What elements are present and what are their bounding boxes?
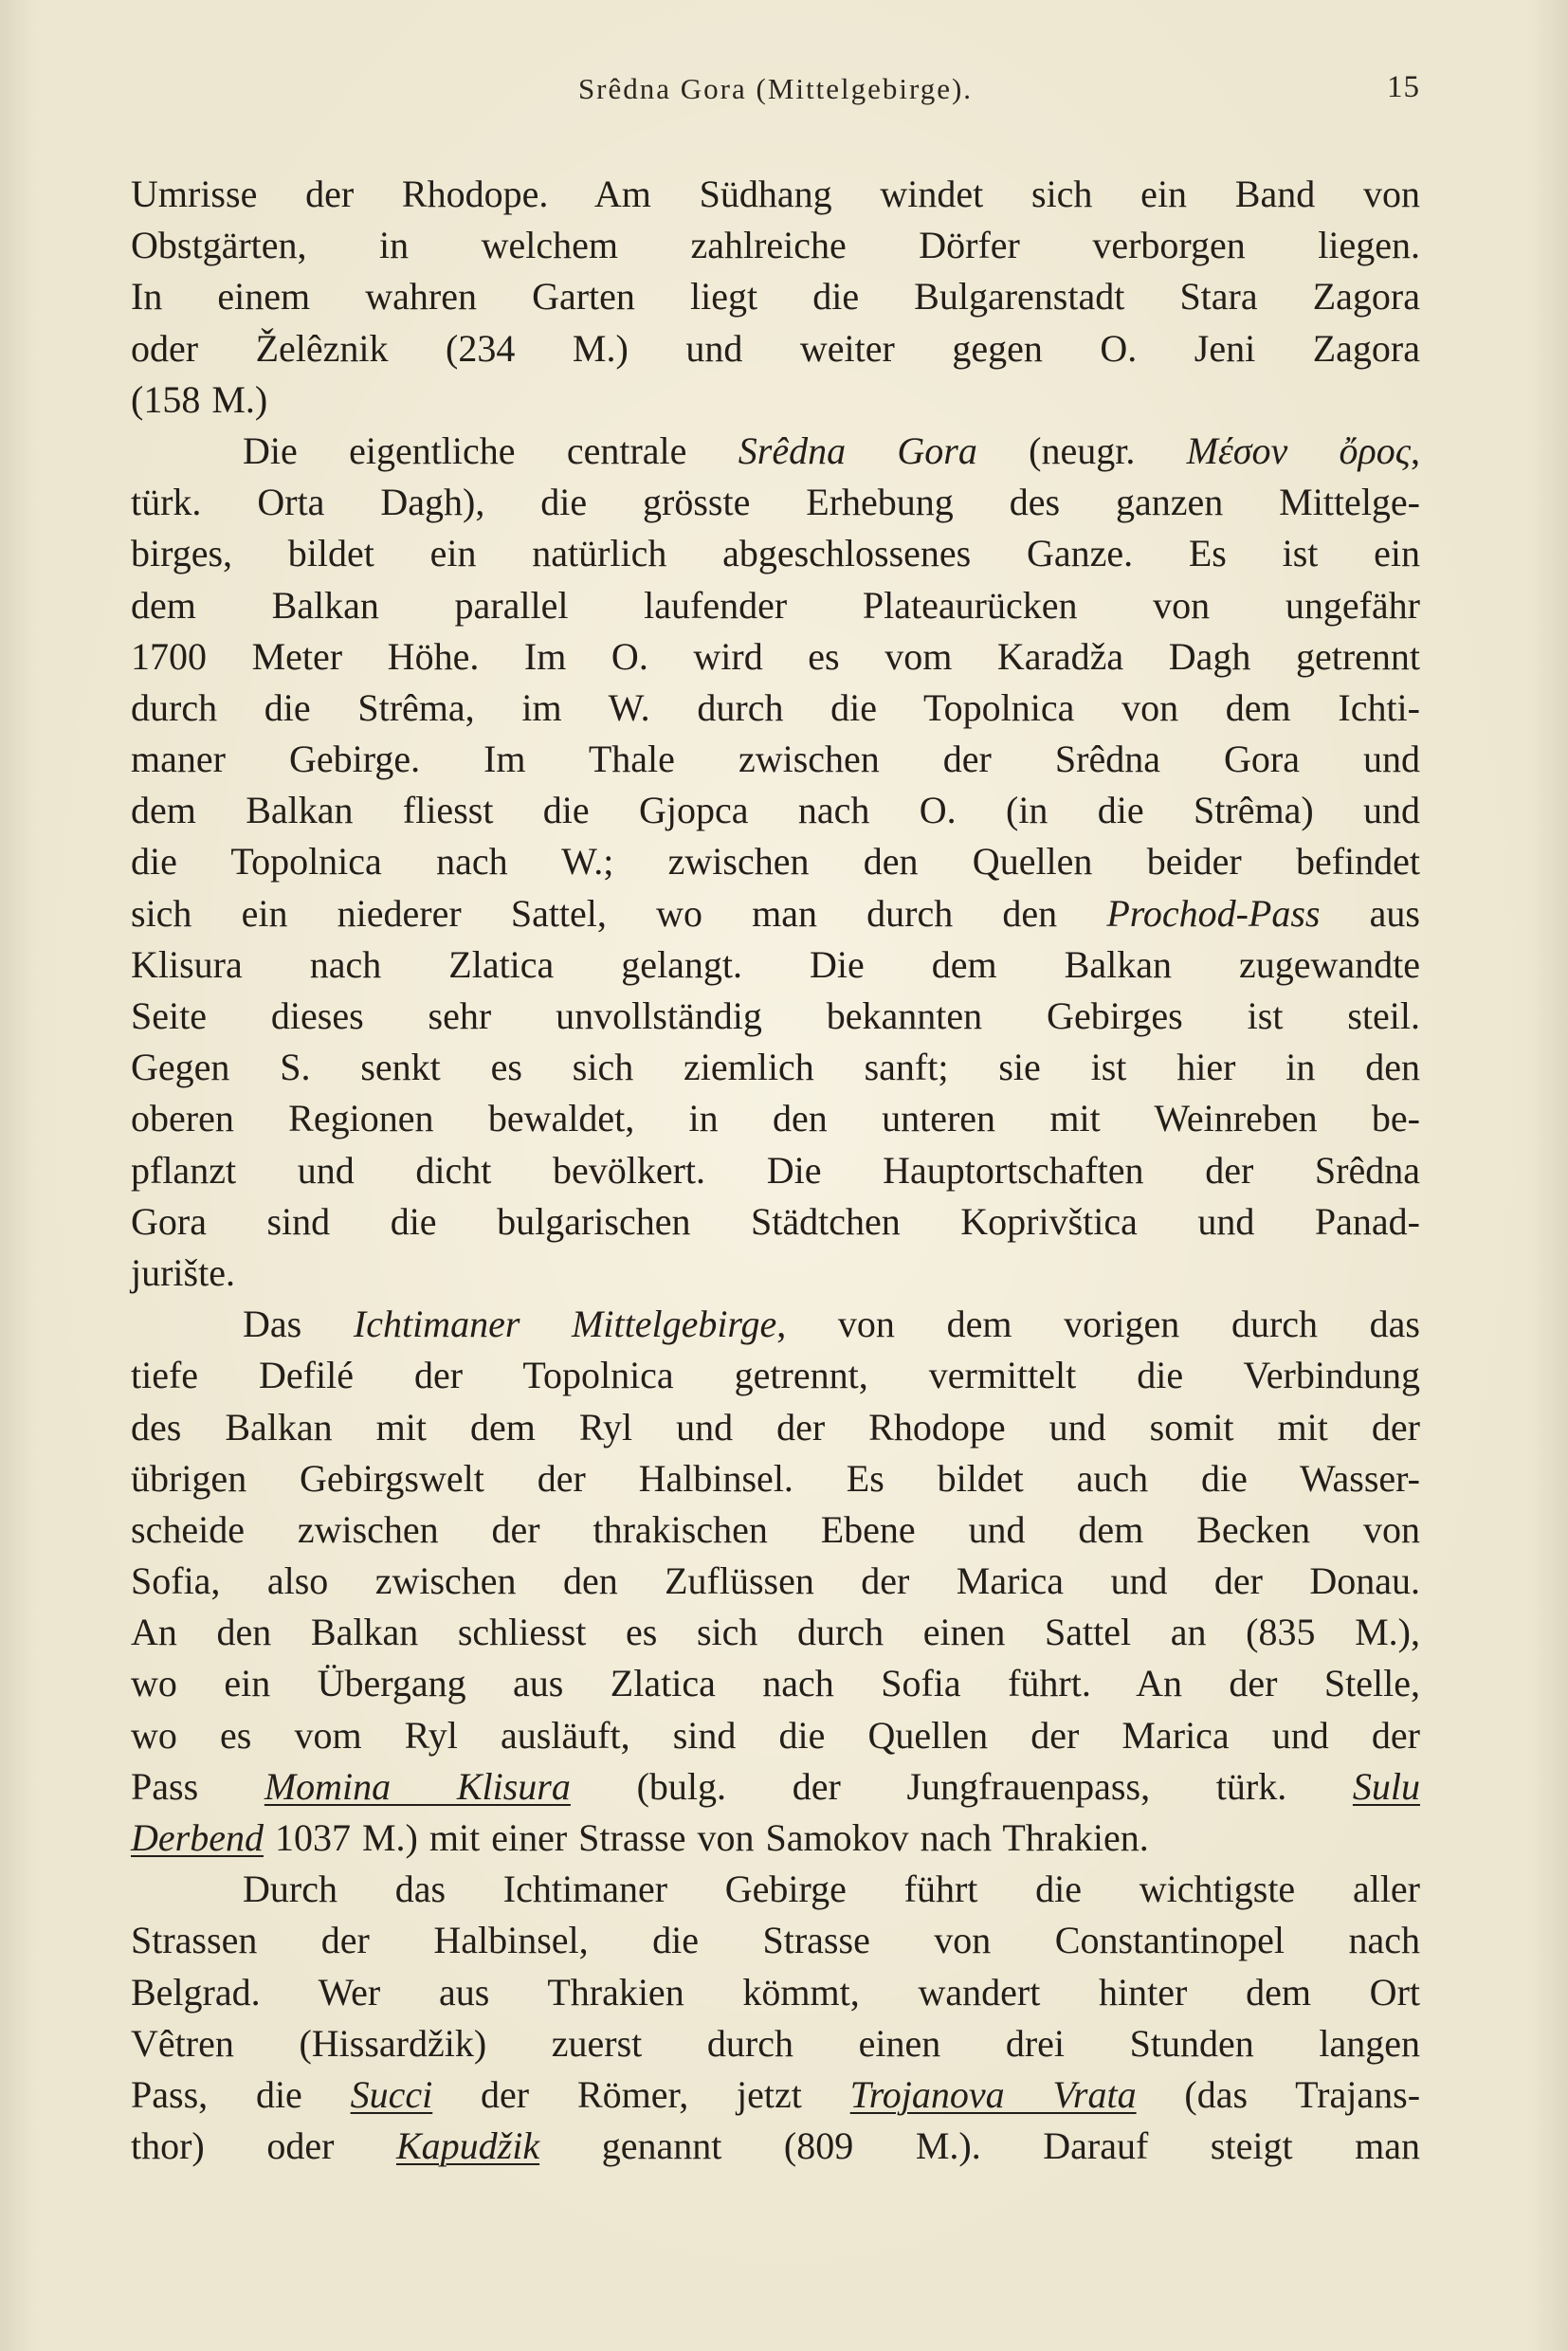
text-segment: Umrisse der Rhodope. Am Südhang windet sich ein Band von	[131, 173, 1420, 215]
text-line	[131, 1658, 1420, 1709]
text-segment: (158 M.)	[131, 377, 268, 421]
text-segment: Sofia, also zwischen den Zuflüssen der Marica und der Donau.	[131, 1559, 1420, 1603]
text-line	[131, 426, 1420, 477]
text-segment: wo ein Übergang aus Zlatica nach Sofia führt. An der Stelle,	[131, 1662, 1420, 1705]
text-line	[131, 323, 1420, 374]
text-line	[131, 1350, 1420, 1401]
text-line	[131, 734, 1420, 785]
text-segment: Obstgärten, in welchem zahlreiche Dörfer verborgen liegen.	[131, 224, 1420, 267]
text-line	[131, 888, 1420, 939]
text-line	[131, 1967, 1420, 2018]
text-segment: jurište.	[131, 1250, 235, 1294]
text-segment: Gora sind die bulgarischen Städtchen Koprivštica und Panad-	[131, 1199, 1420, 1243]
text-line	[131, 631, 1420, 683]
text-line	[131, 1299, 1420, 1350]
text-segment: dem Balkan parallel laufender Plateaurücken von ungefähr	[131, 583, 1420, 627]
text-segment: thor) oder	[131, 2124, 396, 2168]
text-line	[131, 939, 1420, 991]
underlined-term: Succi	[350, 2072, 433, 2116]
text-line	[131, 785, 1420, 836]
text-segment: übrigen Gebirgswelt der Halbinsel. Es bildet auch die Wasser-	[131, 1456, 1420, 1500]
text-segment: Gegen S. senkt es sich ziemlich sanft; sie ist hier in den	[131, 1046, 1420, 1089]
italic-term: Μέσον ὄρος	[1186, 428, 1411, 472]
text-line	[131, 2069, 1420, 2121]
text-line	[131, 220, 1420, 271]
text-segment: Seite dieses sehr unvollständig bekannten Gebirges ist steil.	[131, 994, 1420, 1037]
text-line	[131, 1145, 1420, 1196]
text-segment: des Balkan mit dem Ryl und der Rhodope und somit mit der	[131, 1405, 1420, 1449]
text-segment: Durch das Ichtimaner Gebirge führt die wichtigste aller	[243, 1868, 1420, 1911]
text-line	[131, 271, 1420, 322]
text-segment: Klisura nach Zlatica gelangt. Die dem Balkan zugewandte	[131, 942, 1420, 986]
text-line	[131, 1402, 1420, 1453]
text-segment: scheide zwischen der thrakischen Ebene und dem Becken von	[131, 1507, 1420, 1551]
text-line	[131, 1813, 1420, 1864]
text-segment: birges, bildet ein natürlich abgeschlossenes Ganze. Es ist ein	[131, 532, 1420, 575]
text-segment: sich ein niederer Sattel, wo man durch den	[131, 891, 1107, 935]
underlined-term: Momina Klisura	[264, 1764, 571, 1808]
running-title: Srêdna Gora (Mittelgebirge).	[577, 72, 974, 105]
text-line	[131, 1915, 1420, 1966]
text-line	[131, 1248, 1420, 1299]
text-segment: In einem wahren Garten liegt die Bulgarenstadt Stara Zagora	[131, 275, 1420, 319]
text-line	[131, 1556, 1420, 1607]
text-segment: Das	[243, 1303, 354, 1346]
text-segment: Strassen der Halbinsel, die Strasse von Constantinopel nach	[131, 1919, 1420, 1962]
text-segment: Vêtren (Hissardžik) zuerst durch einen drei Stunden langen	[131, 2021, 1420, 2065]
text-line	[131, 1196, 1420, 1248]
text-line	[131, 2018, 1420, 2069]
text-segment: tiefe Defilé der Topolnica getrennt, vermittelt die Verbindung	[131, 1354, 1420, 1397]
italic-term: Srêdna Gora	[738, 428, 977, 472]
text-segment: oder Želêznik (234 M.) und weiter gegen O. Jeni Zagora	[131, 326, 1420, 370]
text-line	[131, 1761, 1420, 1813]
text-segment: (bulg. der Jungfrauenpass, türk.	[570, 1764, 1353, 1808]
text-segment: türk. Orta Dagh), die grösste Erhebung des ganzen Mittelge-	[131, 481, 1420, 524]
body-text	[131, 169, 1420, 2172]
text-line	[131, 580, 1420, 631]
text-segment: Die eigentliche centrale	[243, 428, 738, 472]
underlined-term: Sulu	[1352, 1764, 1421, 1808]
text-segment: 1700 Meter Höhe. Im O. wird es vom Karadža Dagh getrennt	[131, 634, 1420, 678]
text-line	[131, 1710, 1420, 1761]
text-segment: oberen Regionen bewaldet, in den unteren mit Weinreben be-	[131, 1097, 1420, 1140]
text-segment: genannt (809 M.). Darauf steigt man	[539, 2124, 1421, 2168]
text-segment: pflanzt und dicht bevölkert. Die Hauptortschaften der Srêdna	[131, 1148, 1420, 1192]
underlined-term: Kapudžik	[396, 2124, 540, 2168]
text-line	[131, 991, 1420, 1042]
text-segment: wo es vom Ryl ausläuft, sind die Quellen der Marica und der	[131, 1713, 1420, 1757]
text-segment: maner Gebirge. Im Thale zwischen der Srêdna Gora und	[131, 738, 1420, 781]
page-number: 15	[1387, 70, 1420, 104]
text-segment: An den Balkan schliesst es sich durch einen Sattel an (835 M.),	[131, 1611, 1420, 1654]
text-segment: 1037 M.) mit einer Strasse von Samokov nach Thrakien.	[263, 1816, 1149, 1859]
text-line	[131, 1864, 1420, 1915]
text-line	[131, 683, 1420, 734]
text-line	[131, 1607, 1420, 1658]
text-segment: ,	[1410, 428, 1420, 472]
text-line	[131, 2121, 1420, 2172]
text-line	[131, 1453, 1420, 1504]
text-line	[131, 374, 1420, 426]
text-segment: durch die Strêma, im W. durch die Topolnica von dem Ichti-	[131, 685, 1420, 729]
italic-term: Ichtimaner Mittelgebirge	[353, 1303, 777, 1346]
text-line	[131, 1042, 1420, 1093]
text-segment: dem Balkan fliesst die Gjopca nach O. (in die Strêma) und	[131, 789, 1420, 832]
text-segment: aus	[1320, 891, 1420, 935]
text-line	[131, 1504, 1420, 1556]
italic-term: Prochod-Pass	[1106, 891, 1321, 935]
text-line	[131, 169, 1420, 220]
text-line	[131, 528, 1420, 579]
text-segment: , von dem vorigen durch das	[776, 1303, 1421, 1346]
text-segment: die Topolnica nach W.; zwischen den Quellen beider befindet	[131, 840, 1420, 884]
text-segment: (das Trajans-	[1136, 2072, 1421, 2116]
text-segment: Belgrad. Wer aus Thrakien kömmt, wandert hinter dem Ort	[131, 1970, 1420, 2014]
text-segment: der Römer, jetzt	[432, 2072, 850, 2116]
underlined-term: Trojanova Vrata	[849, 2072, 1137, 2116]
underlined-term: Derbend	[131, 1816, 264, 1859]
text-segment: Pass	[131, 1764, 264, 1808]
text-segment: (neugr.	[976, 428, 1187, 472]
text-line	[131, 836, 1420, 887]
text-line	[131, 1093, 1420, 1144]
running-head	[131, 68, 1420, 116]
text-segment: Pass, die	[131, 2072, 351, 2116]
text-line	[131, 477, 1420, 528]
